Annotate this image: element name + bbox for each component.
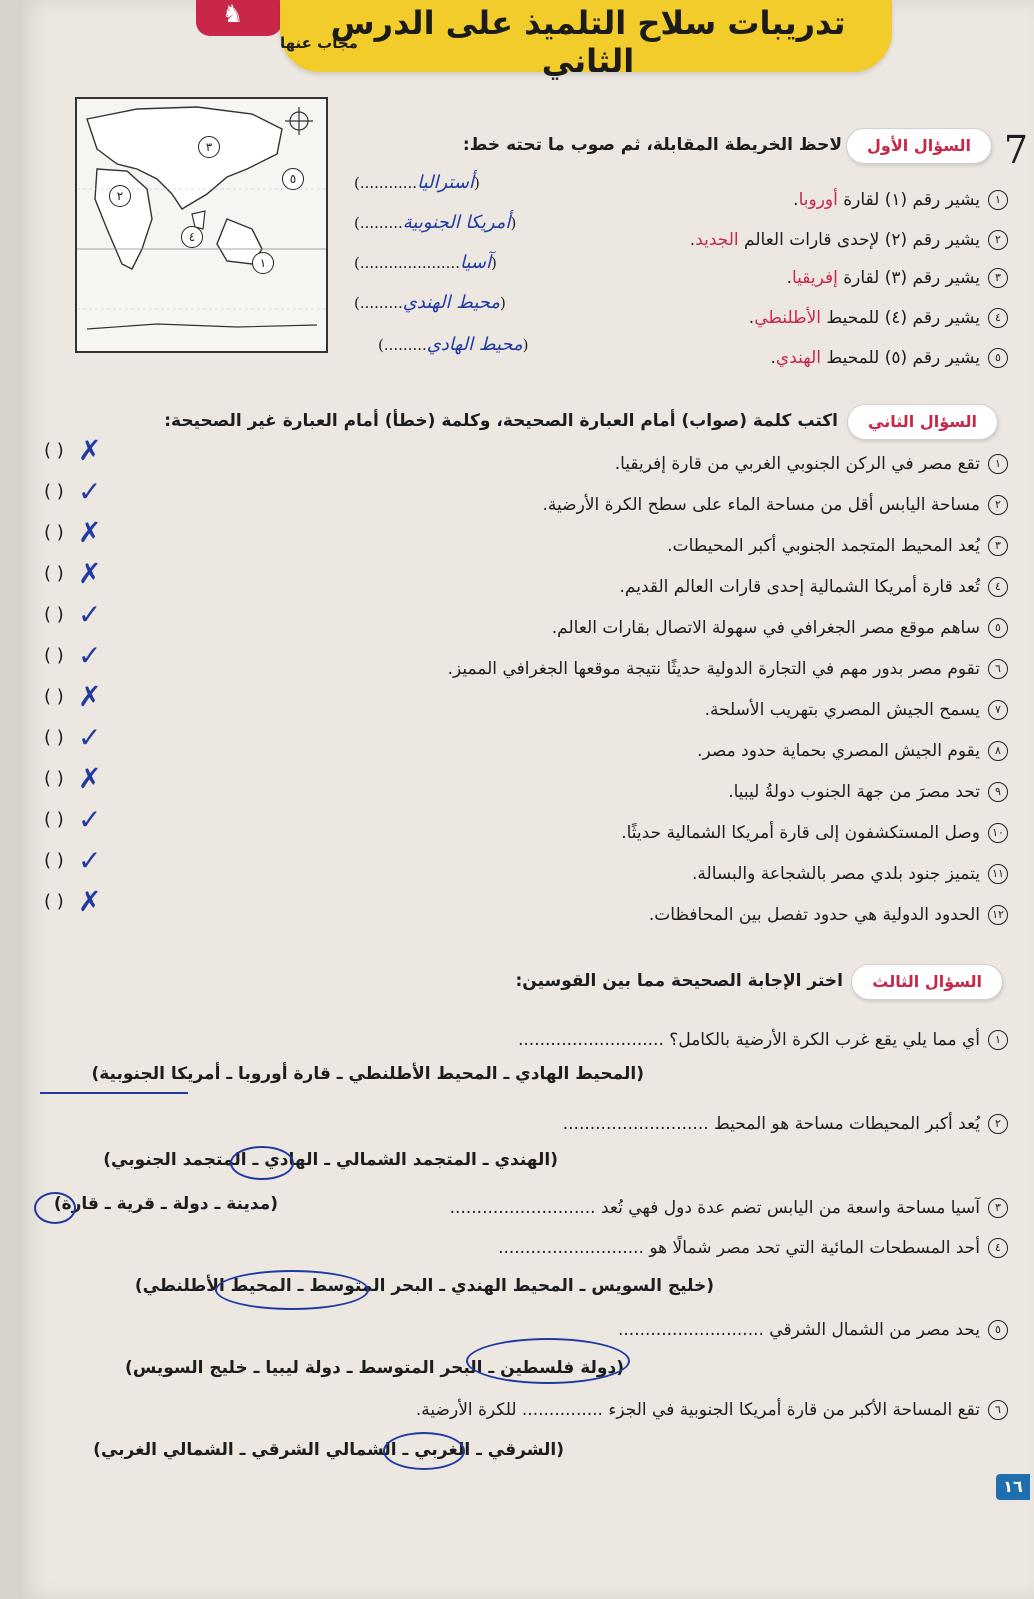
q2-answer-mark: ✗ [78,557,102,590]
q1-label: السؤال الأول [846,128,992,164]
q3-item-6: ٦تقع المساحة الأكبر من قارة أمريكا الجنوبية في الجزء ............... للكرة الأرضية. [416,1396,1008,1424]
q2-answer-mark: ✓ [78,803,102,836]
q3-item-5: ٥يحد مصر من الشمال الشرقي ........................... [618,1316,1008,1344]
q3-options-1: (المحيط الهادي ـ المحيط الأطلنطي ـ قارة أوروبا ـ أمريكا الجنوبية) [91,1064,644,1084]
q2-header [38,404,998,440]
q2-answer-paren: ( ) [44,768,64,789]
horse-icon: ♞ [222,0,244,28]
q2-answer-paren: ( ) [44,563,64,584]
q2-answer-paren: ( ) [44,850,64,871]
map-number-2: ٢ [109,185,131,207]
margin-mark: 7 [1003,128,1028,172]
q2-answer-mark: ✓ [78,721,102,754]
world-map [75,97,328,353]
q2-answer-mark: ✓ [78,475,102,508]
map-number-3: ٣ [198,136,220,158]
q1-answer-2: (أمريكا الجنوبية.........) [354,212,517,233]
q1-answer-3: (آسيا.....................) [354,252,497,273]
q2-item: ١٢الحدود الدولية هي حدود تفصل بين المحافظات. [649,901,1008,929]
q3-options-5: (دولة فلسطين ـ البحر المتوسط ـ دولة ليبيا ـ خليج السويس) [125,1358,624,1378]
map-number-1: ١ [252,252,274,274]
q1-item-4: ٤يشير رقم (٤) للمحيط الأطلنطي. [749,304,1008,332]
answer-circle-6 [383,1432,465,1470]
q3-options-3: (مدينة ـ دولة ـ قرية ـ قارة) [53,1194,278,1214]
q3-header [448,964,1003,1000]
q2-answer-paren: ( ) [44,891,64,912]
map-drawing [77,99,326,351]
q3-label: السؤال الثالث [851,964,1003,1000]
page-subtitle: مجاب عنها [280,34,358,52]
workbook-page [18,0,1034,1599]
q2-item: ١تقع مصر في الركن الجنوبي الغربي من قارة إفريقيا. [615,450,1008,478]
q2-answer-mark: ✗ [78,762,102,795]
q3-options-4: (خليج السويس ـ المحيط الهندي ـ البحر المتوسط ـ المحيط الأطلنطي) [134,1276,714,1296]
answer-circle-3 [34,1192,76,1224]
q3-item-1: ١أي مما يلي يقع غرب الكرة الأرضية بالكامل؟ ........................... [518,1026,1008,1054]
q2-answer-paren: ( ) [44,645,64,666]
q3-item-2: ٢يُعد أكبر المحيطات مساحة هو المحيط ........................... [563,1110,1008,1138]
answer-circle-4 [215,1270,369,1310]
q1-answer-1: (أستراليا............) [354,172,480,193]
q3-item-3: ٣آسيا مساحة واسعة من اليابس تضم عدة دول فهي تُعد ........................... [450,1194,1008,1222]
q2-answer-paren: ( ) [44,686,64,707]
q2-item: ٧يسمح الجيش المصري بتهريب الأسلحة. [705,696,1008,724]
answer-circle-2 [230,1146,294,1180]
q2-answer-paren: ( ) [44,604,64,625]
q2-item: ٥ساهم موقع مصر الجغرافي في سهولة الاتصال بقارات العالم. [552,614,1008,642]
q2-answer-paren: ( ) [44,809,64,830]
q1-answer-4: (محيط الهندي.........) [354,292,506,313]
q2-answer-paren: ( ) [44,522,64,543]
q3-instruction: اختر الإجابة الصحيحة مما بين القوسين: [515,971,843,991]
q1-item-2: ٢يشير رقم (٢) لإحدى قارات العالم الجديد. [690,226,1008,254]
q2-label: السؤال الثاني [847,404,998,440]
q2-item: ١١يتميز جنود بلدي مصر بالشجاعة والبسالة. [692,860,1008,888]
q2-answer-mark: ✗ [78,885,102,918]
q1-item-5: ٥يشير رقم (٥) للمحيط الهندي. [771,344,1008,372]
q2-answer-mark: ✗ [78,434,102,467]
map-number-4: ٤ [181,226,203,248]
q2-item: ٤تُعد قارة أمريكا الشمالية إحدى قارات العالم القديم. [620,573,1008,601]
q2-answer-mark: ✓ [78,598,102,631]
q2-item: ٦تقوم مصر بدور مهم في التجارة الدولية حديثًا نتيجة موقعها الجغرافي المميز. [448,655,1008,683]
q3-item-4: ٤أحد المسطحات المائية التي تحد مصر شمالًا هو ........................... [498,1234,1008,1262]
mascot-tab [196,0,282,36]
q2-answer-paren: ( ) [44,481,64,502]
q2-item: ١٠وصل المستكشفون إلى قارة أمريكا الشمالية حديثًا. [621,819,1008,847]
answer-circle-5 [466,1338,630,1384]
answer-underline-1 [40,1092,188,1094]
q2-item: ٩تحد مصرَ من جهة الجنوب دولةُ ليبيا. [728,778,1008,806]
q1-instruction: لاحظ الخريطة المقابلة، ثم صوب ما تحته خط: [462,135,842,155]
q2-item: ٨يقوم الجيش المصري بحماية حدود مصر. [697,737,1008,765]
q1-item-1: ١يشير رقم (١) لقارة أوروبا. [793,186,1008,214]
q2-answer-paren: ( ) [44,727,64,748]
q3-options-2: (الهندي ـ المتجمد الشمالي ـ الهادي ـ المتجمد الجنوبي) [103,1150,558,1170]
q2-answer-mark: ✓ [78,844,102,877]
page-number: ١٦ [996,1474,1030,1500]
q1-answer-5: (محيط الهادي.........) [378,334,529,355]
map-number-5: ٥ [282,168,304,190]
q1-header [402,128,992,164]
q2-answer-paren: ( ) [44,440,64,461]
q2-item: ٣يُعد المحيط المتجمد الجنوبي أكبر المحيطات. [667,532,1008,560]
q2-instruction: اكتب كلمة (صواب) أمام العبارة الصحيحة، وكلمة (خطأ) أمام العبارة غير الصحيحة: [164,411,838,431]
page-title: تدريبات سلاح التلميذ على الدرس الثاني [330,4,846,80]
q2-answer-mark: ✓ [78,639,102,672]
q1-item-3: ٣يشير رقم (٣) لقارة إفريقيا. [787,264,1008,292]
q2-item: ٢مساحة اليابس أقل من مساحة الماء على سطح الكرة الأرضية. [543,491,1008,519]
q2-answer-mark: ✗ [78,516,102,549]
q2-answer-mark: ✗ [78,680,102,713]
q3-options-6: (الشرقي ـ الغربي ـ الشمالي الشرقي ـ الشمالي الغربي) [93,1440,564,1460]
